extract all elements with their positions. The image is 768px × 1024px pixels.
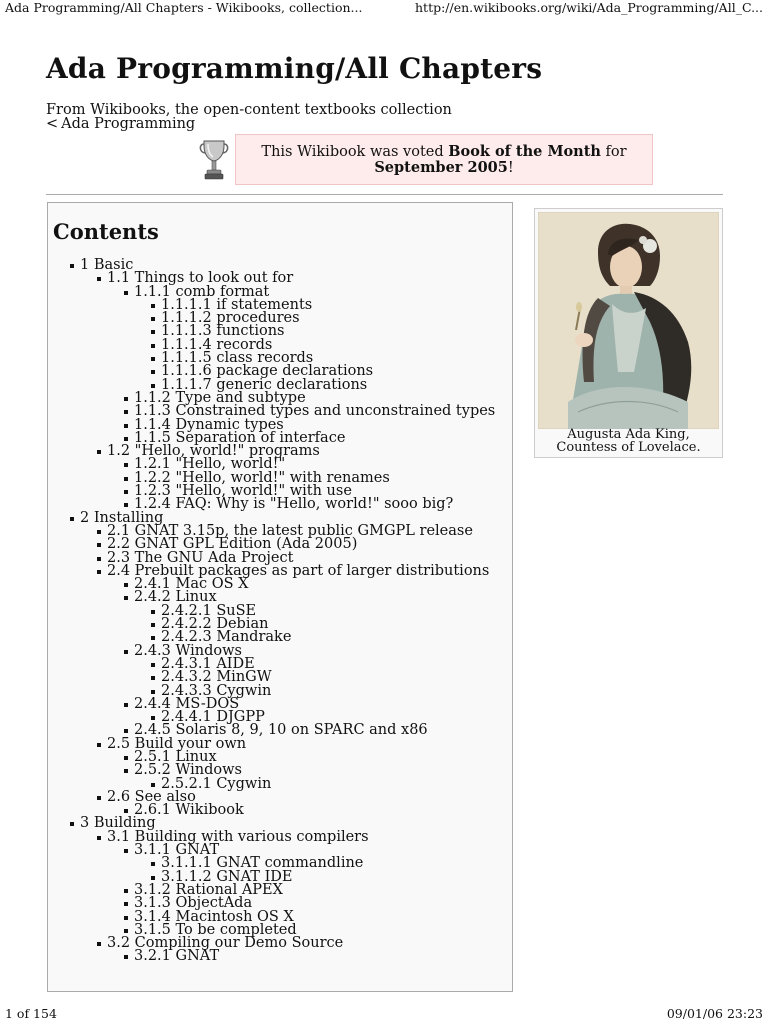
bullet-icon [97, 796, 101, 800]
bullet-icon [124, 424, 128, 428]
toc-link[interactable]: 2.5 Build your own [107, 735, 247, 752]
toc-link[interactable]: 1.1.1.4 records [161, 336, 273, 353]
bullet-icon [124, 916, 128, 920]
toc-link[interactable]: 3.1.2 Rational APEX [134, 881, 283, 898]
toc-item [48, 655, 512, 672]
toc-link[interactable]: 1.1.1 comb format [134, 283, 270, 300]
bullet-icon [124, 955, 128, 959]
book-of-month-line1 [236, 144, 652, 160]
bullet-icon [124, 849, 128, 853]
toc-link[interactable]: 2.6 See also [107, 788, 196, 805]
bullet-icon [97, 743, 101, 747]
toc-link[interactable]: 2.4.3.3 Cygwin [161, 682, 272, 699]
toc-item [48, 764, 512, 777]
bullet-icon [151, 304, 155, 308]
toc-link[interactable]: 2.3 The GNU Ada Project [107, 549, 294, 566]
toc-link[interactable]: 1.1.1.1 if statements [161, 296, 313, 313]
bullet-icon [124, 291, 128, 295]
bullet-icon [124, 503, 128, 507]
toc-link[interactable]: 1.1.5 Separation of interface [134, 429, 346, 446]
bullet-icon [70, 517, 74, 521]
botm-award: Book of the Month [448, 143, 601, 160]
toc-link[interactable]: 1.1 Things to look out for [107, 270, 294, 287]
caption-line-1: Augusta Ada King, [567, 427, 690, 442]
toc-item [48, 695, 512, 712]
bullet-icon [70, 822, 74, 826]
bullet-icon [151, 623, 155, 627]
bullet-icon [151, 384, 155, 388]
bullet-icon [124, 463, 128, 467]
toc-item [48, 950, 512, 963]
toc-item [48, 748, 512, 765]
toc-item [48, 671, 512, 684]
bullet-icon [97, 277, 101, 281]
toc-item [48, 937, 512, 950]
bullet-icon [124, 437, 128, 441]
print-header [5, 0, 763, 14]
bullet-icon [151, 690, 155, 694]
breadcrumb-link[interactable]: Ada Programming [61, 116, 196, 132]
horizontal-rule [46, 194, 723, 195]
toc-link[interactable]: 3.1 Building with various compilers [107, 828, 369, 845]
toc-link[interactable]: 3.2 Compiling our Demo Source [107, 935, 344, 952]
bullet-icon [151, 636, 155, 640]
toc-link[interactable]: 1.2 "Hello, world!" programs [107, 443, 320, 460]
portrait-infobox [534, 208, 723, 458]
bullet-icon [124, 596, 128, 600]
toc-item [48, 735, 512, 752]
toc-item [48, 682, 512, 699]
toc-link[interactable]: 3.1.1.1 GNAT commandline [161, 855, 364, 872]
toc-link[interactable]: 2.5.1 Linux [134, 748, 217, 765]
bullet-icon [124, 410, 128, 414]
page-number: 1 of 154 [5, 1006, 57, 1021]
toc-item [48, 642, 512, 659]
toc-item [48, 325, 512, 338]
table-of-contents [47, 202, 513, 992]
bullet-icon [124, 889, 128, 893]
toc-item [48, 591, 512, 604]
toc-link[interactable]: 2.5.2 Windows [134, 762, 242, 779]
toc-link[interactable]: 1.1.1.6 package declarations [161, 363, 374, 380]
bullet-icon [151, 663, 155, 667]
toc-link[interactable]: 3.1.1 GNAT [134, 842, 220, 859]
botm-date: September 2005 [374, 159, 508, 176]
site-subtitle: From Wikibooks, the open-content textbooks collection [46, 102, 452, 118]
bullet-icon [97, 836, 101, 840]
toc-link[interactable]: 2 Installing [80, 509, 164, 526]
toc-link[interactable]: 1.2.4 FAQ: Why is "Hello, world!" sooo big? [134, 496, 454, 513]
bullet-icon [124, 583, 128, 587]
botm-middle: for [600, 144, 627, 160]
bullet-icon [151, 344, 155, 348]
toc-link[interactable]: 1.1.2 Type and subtype [134, 389, 306, 406]
toc-list [48, 259, 512, 964]
bullet-icon [151, 317, 155, 321]
toc-link[interactable]: 1.2.1 "Hello, world!" [134, 456, 286, 473]
toc-link[interactable]: 2.6.1 Wikibook [134, 802, 244, 819]
breadcrumb-arrow: < [46, 116, 59, 132]
page-title: Ada Programming/All Chapters [46, 52, 543, 85]
toc-link[interactable]: 2.4.3.1 AIDE [161, 655, 255, 672]
bullet-icon [151, 862, 155, 866]
bullet-icon [124, 756, 128, 760]
toc-link[interactable]: 2.4.4.1 DJGPP [161, 709, 265, 726]
toc-link[interactable]: 1.1.1.3 functions [161, 323, 285, 340]
toc-link[interactable]: 3.1.5 To be completed [134, 921, 297, 938]
bullet-icon [151, 716, 155, 720]
bullet-icon [97, 530, 101, 534]
toc-link[interactable]: 2.4.3 Windows [134, 642, 242, 659]
print-timestamp: 09/01/06 23:23 [666, 1006, 763, 1021]
toc-link[interactable]: 3.1.1.2 GNAT IDE [161, 868, 293, 885]
bullet-icon [151, 357, 155, 361]
toc-link[interactable]: 1.2.2 "Hello, world!" with renames [134, 469, 390, 486]
ada-lovelace-portrait[interactable] [538, 212, 719, 429]
toc-link[interactable]: 1.2.3 "Hello, world!" with use [134, 483, 352, 500]
bullet-icon [151, 676, 155, 680]
bullet-icon [97, 557, 101, 561]
toc-item [48, 602, 512, 619]
toc-link[interactable]: 1.1.3 Constrained types and unconstrained types [134, 403, 496, 420]
bullet-icon [124, 902, 128, 906]
botm-suffix: ! [507, 160, 514, 176]
bullet-icon [124, 929, 128, 933]
toc-link[interactable]: 3.1.4 Macintosh OS X [134, 908, 294, 925]
toc-item [48, 788, 512, 805]
portrait-caption [535, 428, 722, 454]
bullet-icon [70, 264, 74, 268]
toc-link[interactable]: 3 Building [80, 815, 156, 832]
book-of-month-line2 [236, 160, 652, 176]
trophy-icon [198, 138, 230, 182]
bullet-icon [124, 477, 128, 481]
print-header-title: Ada Programming/All Chapters - Wikibooks, collection... [5, 0, 363, 15]
bullet-icon [151, 876, 155, 880]
bullet-icon [151, 330, 155, 334]
toc-link[interactable]: 3.2.1 GNAT [134, 948, 220, 965]
toc-item [48, 578, 512, 591]
bullet-icon [97, 543, 101, 547]
toc-item [48, 828, 512, 845]
toc-link[interactable]: 1 Basic [80, 257, 134, 273]
toc-link[interactable]: 2.4.1 Mac OS X [134, 576, 249, 593]
bullet-icon [124, 729, 128, 733]
bullet-icon [151, 610, 155, 614]
bullet-icon [97, 450, 101, 454]
toc-link[interactable]: 3.1.3 ObjectAda [134, 895, 253, 912]
toc-link[interactable]: 2.2 GNAT GPL Edition (Ada 2005) [107, 536, 358, 553]
breadcrumb[interactable] [46, 116, 195, 132]
toc-link[interactable]: 2.4.2.3 Mandrake [161, 629, 292, 646]
bullet-icon [151, 370, 155, 374]
botm-prefix: This Wikibook was voted [261, 144, 449, 160]
toc-item [48, 272, 512, 285]
bullet-icon [124, 769, 128, 773]
bullet-icon [124, 650, 128, 654]
book-of-month-notice [235, 134, 653, 185]
toc-title: Contents [53, 219, 159, 244]
toc-link[interactable]: 1.1.1.7 generic declarations [161, 376, 368, 393]
toc-link[interactable]: 2.1 GNAT 3.15p, the latest public GMGPL release [107, 522, 473, 539]
toc-link[interactable]: 2.4.4 MS-DOS [134, 695, 240, 712]
toc-item [48, 881, 512, 898]
bullet-icon [97, 570, 101, 574]
caption-line-2: Countess of Lovelace. [556, 440, 701, 455]
toc-item [48, 562, 512, 579]
bullet-icon [124, 490, 128, 494]
toc-link[interactable]: 2.4.2 Linux [134, 589, 217, 606]
print-header-url: http://en.wikibooks.org/wiki/Ada_Programming/All_C... [415, 0, 763, 15]
toc-link[interactable]: 2.5.2.1 Cygwin [161, 775, 272, 792]
bullet-icon [124, 703, 128, 707]
bullet-icon [124, 397, 128, 401]
toc-item [48, 631, 512, 644]
toc-link[interactable]: 2.4.2.2 Debian [161, 616, 269, 633]
toc-link[interactable]: 2.4 Prebuilt packages as part of larger distributions [107, 562, 490, 579]
toc-link[interactable]: 1.1.4 Dynamic types [134, 416, 284, 433]
toc-link[interactable]: 2.4.5 Solaris 8, 9, 10 on SPARC and x86 [134, 722, 428, 739]
bullet-icon [151, 783, 155, 787]
toc-link[interactable]: 1.1.1.2 procedures [161, 310, 300, 327]
toc-link[interactable]: 2.4.2.1 SuSE [161, 602, 257, 619]
toc-link[interactable]: 2.4.3.2 MinGW [161, 669, 272, 686]
bullet-icon [97, 942, 101, 946]
bullet-icon [124, 809, 128, 813]
toc-link[interactable]: 1.1.1.5 class records [161, 350, 314, 367]
